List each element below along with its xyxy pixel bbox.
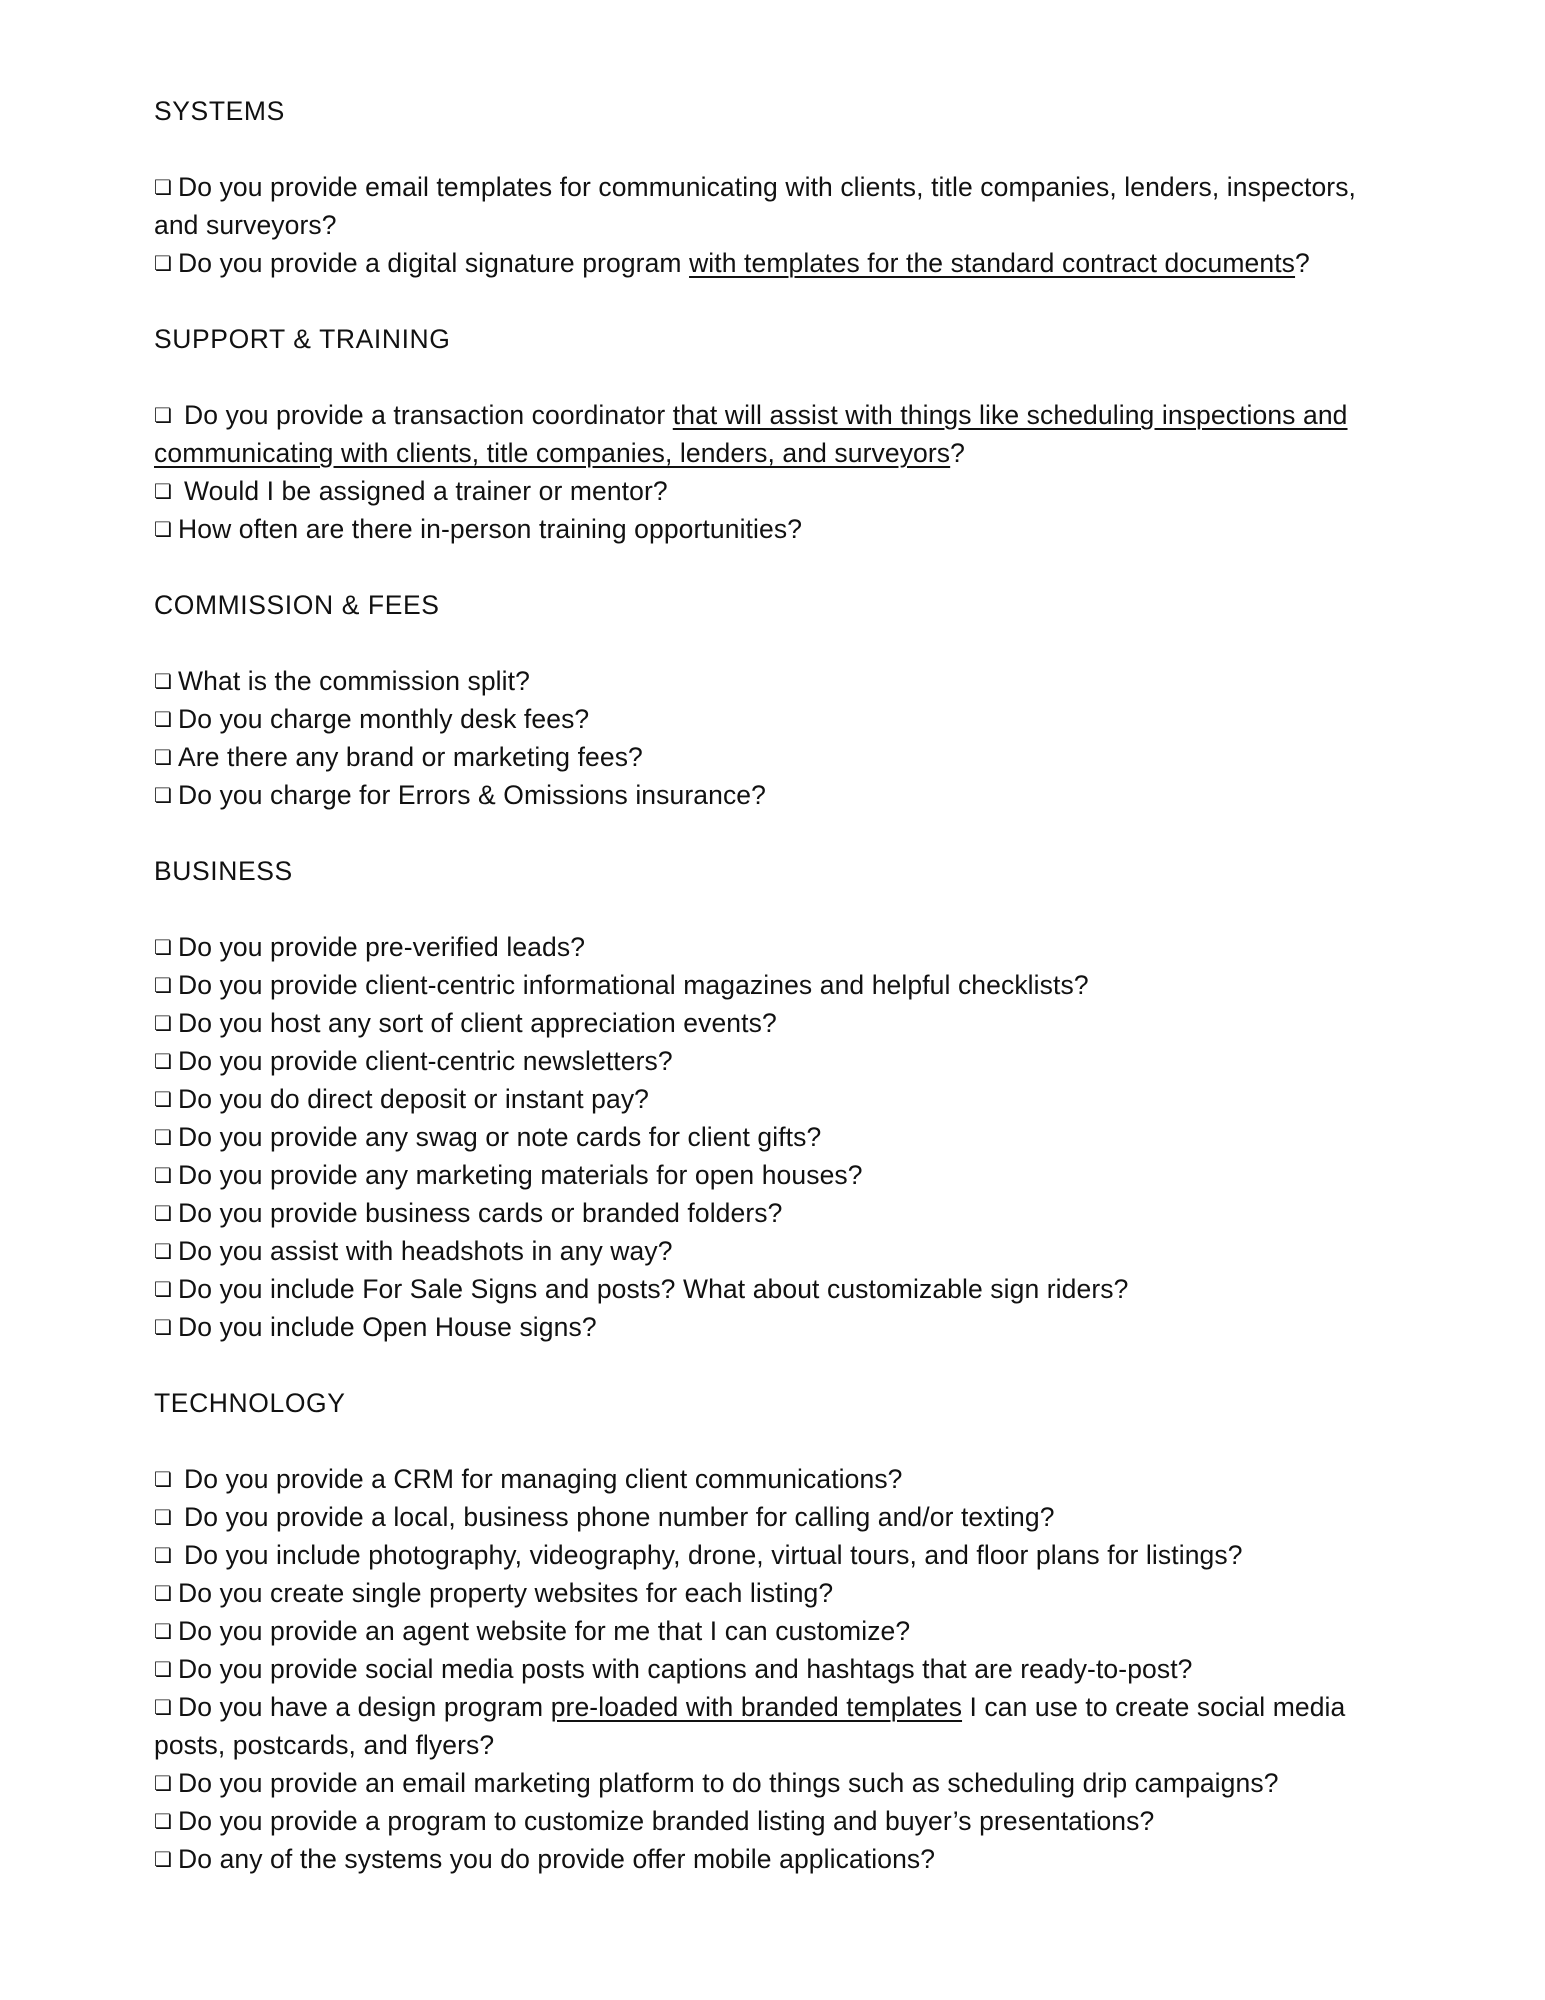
checklist-item <box>154 738 1394 776</box>
checklist-item <box>154 662 1394 700</box>
item-text: Do you include Open House signs? <box>178 1312 597 1342</box>
checklist-item <box>154 396 1394 472</box>
item-text: Do you provide an email marketing platform to do things such as scheduling drip campaigns? <box>178 1768 1279 1798</box>
checklist-item <box>154 1004 1394 1042</box>
item-text: Do you provide a CRM for managing client communications? <box>184 1464 903 1494</box>
section-systems <box>154 92 1394 282</box>
item-text: Do you provide client-centric newsletters? <box>178 1046 673 1076</box>
item-text: What is the commission split? <box>178 666 530 696</box>
checkbox-icon[interactable]: ❏ <box>154 1201 173 1225</box>
underlined-text: that will assist with things like scheduling inspections and communicating with clients, title companies, lenders, and surveyors <box>154 400 1348 468</box>
checkbox-icon[interactable]: ❏ <box>154 1011 173 1035</box>
item-text: Do you provide pre-verified leads? <box>178 932 586 962</box>
checkbox-icon[interactable]: ❏ <box>154 1771 173 1795</box>
item-text-end: ? <box>950 438 966 468</box>
item-text: Do you provide any swag or note cards for client gifts? <box>178 1122 822 1152</box>
item-text: Do you have a design program <box>178 1692 551 1722</box>
checklist-item <box>154 1802 1394 1840</box>
item-text: Do any of the systems you do provide offer mobile applications? <box>178 1844 936 1874</box>
item-text: Do you charge for Errors & Omissions insurance? <box>178 780 766 810</box>
item-text: Would I be assigned a trainer or mentor? <box>184 476 668 506</box>
checklist-item <box>154 1498 1394 1536</box>
checklist-item <box>154 928 1394 966</box>
item-text: Do you provide business cards or branded folders? <box>178 1198 783 1228</box>
checkbox-icon[interactable]: ❏ <box>154 669 173 693</box>
item-text-end: ? <box>1295 248 1310 278</box>
checklist-item <box>154 1460 1394 1498</box>
checkbox-icon[interactable]: ❏ <box>154 1847 173 1871</box>
checkbox-icon[interactable]: ❏ <box>154 1505 173 1529</box>
checkbox-icon[interactable]: ❏ <box>154 175 173 199</box>
checklist-item <box>154 1042 1394 1080</box>
item-text: Do you provide social media posts with captions and hashtags that are ready-to-post? <box>178 1654 1193 1684</box>
checkbox-icon[interactable]: ❏ <box>154 1315 173 1339</box>
checklist-item <box>154 1536 1394 1574</box>
checkbox-icon[interactable]: ❏ <box>154 517 173 541</box>
checkbox-icon[interactable]: ❏ <box>154 1125 173 1149</box>
checklist-item <box>154 700 1394 738</box>
checklist-item <box>154 1574 1394 1612</box>
checklist-item <box>154 1840 1394 1878</box>
checkbox-icon[interactable]: ❏ <box>154 1277 173 1301</box>
checklist-item <box>154 1764 1394 1802</box>
checklist-item <box>154 1650 1394 1688</box>
item-text: Do you include photography, videography, drone, virtual tours, and floor plans for listings? <box>184 1540 1243 1570</box>
checklist-item <box>154 1232 1394 1270</box>
underlined-text: with templates for the standard contract documents <box>689 248 1296 278</box>
checkbox-icon[interactable]: ❏ <box>154 745 173 769</box>
checklist-item <box>154 1118 1394 1156</box>
checklist-item <box>154 966 1394 1004</box>
checkbox-icon[interactable]: ❏ <box>154 1239 173 1263</box>
checklist-item <box>154 1308 1394 1346</box>
section-heading: SUPPORT & TRAINING <box>154 324 451 354</box>
checklist-item <box>154 1612 1394 1650</box>
section-business <box>154 852 1394 1346</box>
item-text: Do you create single property websites for each listing? <box>178 1578 834 1608</box>
checkbox-icon[interactable]: ❏ <box>154 1695 173 1719</box>
checklist-item <box>154 168 1394 244</box>
checklist-item <box>154 472 1394 510</box>
section-support-training <box>154 320 1394 548</box>
checkbox-icon[interactable]: ❏ <box>154 783 173 807</box>
item-text: Do you provide email templates for communicating with clients, title companies, lenders, inspectors, and surveyors? <box>154 172 1357 240</box>
item-text: Do you provide a program to customize branded listing and buyer’s presentations? <box>178 1806 1155 1836</box>
checkbox-icon[interactable]: ❏ <box>154 1619 173 1643</box>
item-text: How often are there in-person training opportunities? <box>178 514 803 544</box>
item-text: Do you charge monthly desk fees? <box>178 704 590 734</box>
checklist-item <box>154 510 1394 548</box>
document-page <box>154 92 1394 1878</box>
checkbox-icon[interactable]: ❏ <box>154 1809 173 1833</box>
underlined-text: pre-loaded with branded templates <box>550 1692 963 1722</box>
item-text: Do you provide client-centric informational magazines and helpful checklists? <box>178 970 1089 1000</box>
checkbox-icon[interactable]: ❏ <box>154 1467 173 1491</box>
item-text: Do you provide any marketing materials for open houses? <box>178 1160 863 1190</box>
checkbox-icon[interactable]: ❏ <box>154 1543 173 1567</box>
item-text: Do you include For Sale Signs and posts? What about customizable sign riders? <box>178 1274 1129 1304</box>
section-commission-fees <box>154 586 1394 814</box>
checkbox-icon[interactable]: ❏ <box>154 973 173 997</box>
item-text: Do you provide a local, business phone number for calling and/or texting? <box>184 1502 1055 1532</box>
section-heading: COMMISSION & FEES <box>154 590 440 620</box>
section-heading: BUSINESS <box>154 856 293 886</box>
checkbox-icon[interactable]: ❏ <box>154 479 173 503</box>
checklist-item <box>154 244 1394 282</box>
section-technology <box>154 1384 1394 1878</box>
checkbox-icon[interactable]: ❏ <box>154 935 173 959</box>
checkbox-icon[interactable]: ❏ <box>154 1657 173 1681</box>
checklist-item <box>154 1194 1394 1232</box>
checkbox-icon[interactable]: ❏ <box>154 1581 173 1605</box>
item-text: Do you provide a transaction coordinator <box>184 400 673 430</box>
checklist-item <box>154 1156 1394 1194</box>
item-text: Do you provide a digital signature program <box>178 248 690 278</box>
item-text: Are there any brand or marketing fees? <box>178 742 643 772</box>
checklist-item <box>154 1688 1394 1764</box>
item-text: Do you host any sort of client appreciation events? <box>178 1008 777 1038</box>
item-text: Do you do direct deposit or instant pay? <box>178 1084 650 1114</box>
checkbox-icon[interactable]: ❏ <box>154 403 173 427</box>
item-text: Do you assist with headshots in any way? <box>178 1236 673 1266</box>
item-text-end: I can use to create social media posts, postcards, and flyers? <box>154 1692 1346 1760</box>
section-heading: SYSTEMS <box>154 96 285 126</box>
checkbox-icon[interactable]: ❏ <box>154 1049 173 1073</box>
checkbox-icon[interactable]: ❏ <box>154 707 173 731</box>
item-text: Do you provide an agent website for me that I can customize? <box>178 1616 911 1646</box>
checkbox-icon[interactable]: ❏ <box>154 251 173 275</box>
checklist-item <box>154 1270 1394 1308</box>
checkbox-icon[interactable]: ❏ <box>154 1087 173 1111</box>
section-heading: TECHNOLOGY <box>154 1388 346 1418</box>
checklist-item <box>154 776 1394 814</box>
checkbox-icon[interactable]: ❏ <box>154 1163 173 1187</box>
checklist-item <box>154 1080 1394 1118</box>
